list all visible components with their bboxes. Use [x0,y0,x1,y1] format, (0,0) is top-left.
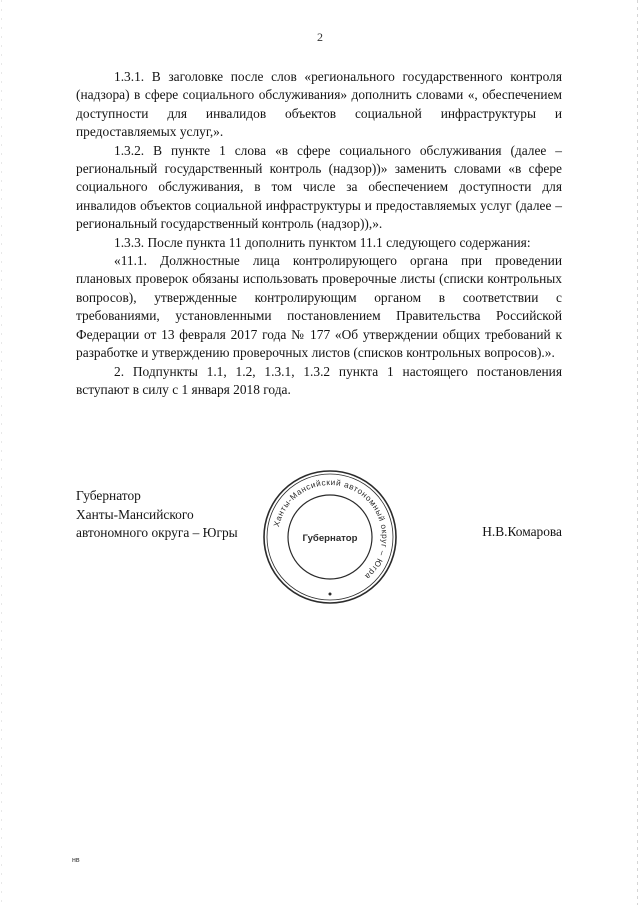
scan-edge-left [1,0,2,905]
signatory-title-line: автономного округа – Югры [76,525,238,540]
document-body [76,68,562,399]
seal-ring-text: Ханты-Мансийский автономный округ – Югра [272,477,390,582]
page-number: 2 [317,30,323,44]
signatory-title-line: Губернатор [76,488,141,503]
paragraph-1-3-2: 1.3.2. В пункте 1 слова «в сфере социального обслуживания (далее – региональный государственный контроль (надзор))» заменить словами «в сфере социального обслуживания, в том числе за обеспечением доступности для инвалидов объектов социальной инфраструктуры и предоставляемых услуг (далее – региональный государственный контроль (надзор)),». [76,142,562,232]
paragraph-1-3-1: 1.3.1. В заголовке после слов «регионального государственного контроля (надзора) в сфере социального обслуживания» дополнить словами «, обеспечением доступности для инвалидов объектов социальной инфраструктуры и предоставляемых услуг,». [76,69,562,140]
seal-star-icon [329,593,332,596]
official-seal [260,467,400,607]
signatory-title-line: Ханты-Мансийского [76,506,194,522]
executor-mark: нв [72,857,80,864]
paragraph-2: 2. Подпункты 1.1, 1.2, 1.3.1, 1.3.2 пункта 1 настоящего постановления вступают в силу с 1 января 2018 года. [76,363,562,397]
scan-edge-right [637,0,638,905]
signatory-title [76,487,238,543]
paragraph-11-1: «11.1. Должностные лица контролирующего органа при проведении плановых проверок обязаны использовать проверочные листы (списки контрольных вопросов), утвержденные контролирующим органом в соответствии с требованиями, установленными постановлением Правительства Российской Федерации от 13 февраля 2017 года № 177 «Об утверждении общих требований к разработке и утверждению проверочных листов (списков контрольных вопросов).». [76,253,562,361]
signature-block [76,477,562,607]
signatory-name: Н.В.Комарова [482,524,562,539]
seal-center-text: Губернатор [302,533,358,544]
paragraph-1-3-3: 1.3.3. После пункта 11 дополнить пунктом 11.1 следующего содержания: [114,234,531,250]
